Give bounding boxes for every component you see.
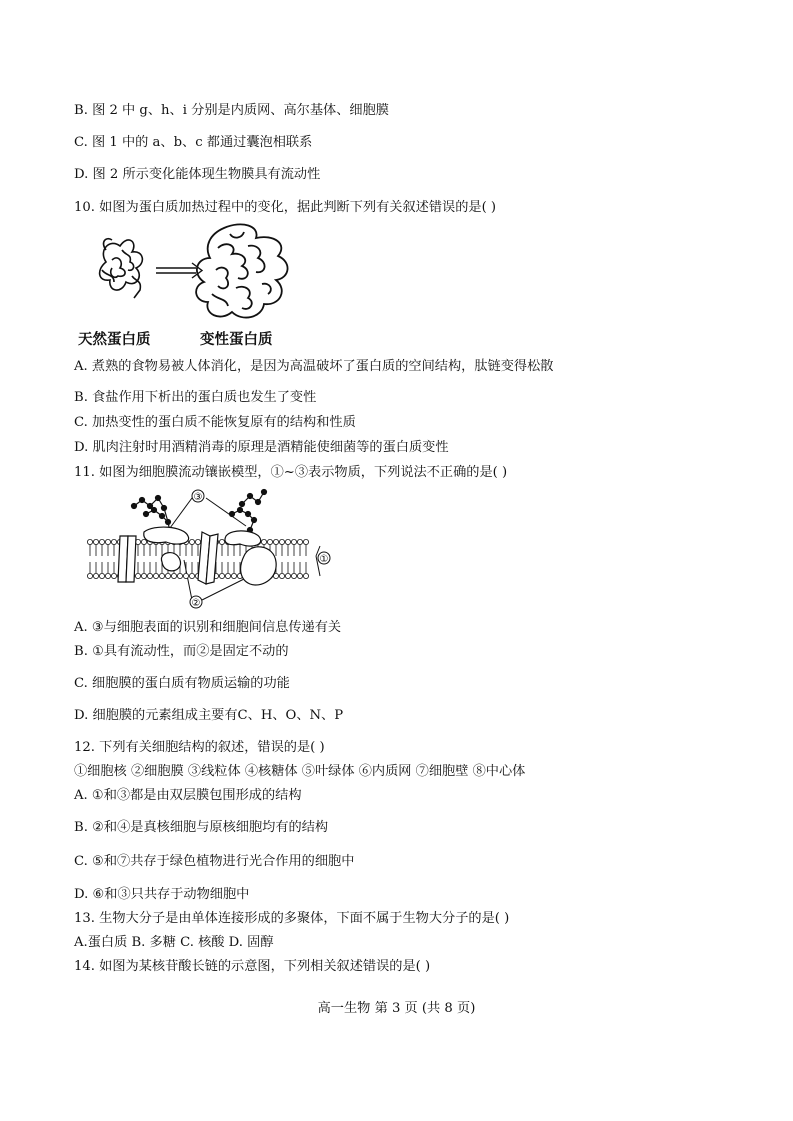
q10-option-c: C. 加热变性的蛋白质不能恢复原有的结构和性质 [74,415,356,430]
cell-membrane-model-figure [84,484,344,614]
q14-stem: 14. 如图为某核苷酸长链的示意图，下列相关叙述错误的是( ) [74,959,431,974]
label-native-protein: 天然蛋白质 [78,332,151,348]
q11-stem: 11. 如图为细胞膜流动镶嵌模型，①~③表示物质，下列说法不正确的是( ) [74,465,508,480]
q11-option-d: D. 细胞膜的元素组成主要有C、H、O、N、P [74,708,344,723]
q11-option-a: A. ③与细胞表面的识别和细胞间信息传递有关 [74,620,342,635]
q9-option-c: C. 图 1 中的 a、b、c 都通过囊泡相联系 [74,135,313,150]
native-protein-drawing [100,239,143,298]
q10-stem: 10. 如图为蛋白质加热过程中的变化，据此判断下列有关叙述错误的是( ) [74,200,497,215]
q13-stem: 13. 生物大分子是由单体连接形成的多聚体，下面不属于生物大分子的是( ) [74,911,510,926]
q10-option-b: B. 食盐作用下析出的蛋白质也发生了变性 [74,390,317,405]
marker-3 [192,490,204,503]
q10-option-a: A. 煮熟的食物易被人体消化，是因为高温破坏了蛋白质的空间结构，肽链变得松散 [74,359,554,374]
label-denatured-protein: 变性蛋白质 [200,332,273,348]
q10-option-d: D. 肌肉注射时用酒精消毒的原理是酒精能使细菌等的蛋白质变性 [74,440,449,455]
marker-1 [318,552,330,565]
svg-text:①: ① [319,554,329,565]
q12-structure-list: ①细胞核 ②细胞膜 ③线粒体 ④核糖体 ⑤叶绿体 ⑥内质网 ⑦细胞壁 ⑧中心体 [74,764,526,779]
q12-option-d: D. ⑥和③只共存于动物细胞中 [74,887,250,902]
arrow-icon [156,263,202,278]
q9-option-b: B. 图 2 中 g、h、i 分别是内质网、高尔基体、细胞膜 [74,103,389,118]
q12-option-b: B. ②和④是真核细胞与原核细胞均有的结构 [74,820,329,835]
q12-stem: 12. 下列有关细胞结构的叙述，错误的是( ) [74,740,325,755]
q12-option-c: C. ⑤和⑦共存于绿色植物进行光合作用的细胞中 [74,854,355,869]
protein-denaturation-figure [92,220,312,330]
q9-option-d: D. 图 2 所示变化能体现生物膜具有流动性 [74,167,321,182]
svg-text:②: ② [191,598,201,609]
marker-2 [190,596,202,609]
page-footer: 高一生物 第 3 页 (共 8 页) [317,1001,476,1016]
denatured-protein-drawing [196,224,287,317]
q12-option-a: A. ①和③都是由双层膜包围形成的结构 [74,788,302,803]
svg-text:③: ③ [193,492,203,503]
q11-option-b: B. ①具有流动性，而②是固定不动的 [74,644,289,659]
q13-options: A.蛋白质 B. 多糖 C. 核酸 D. 固醇 [74,935,274,950]
q11-option-c: C. 细胞膜的蛋白质有物质运输的功能 [74,676,290,691]
